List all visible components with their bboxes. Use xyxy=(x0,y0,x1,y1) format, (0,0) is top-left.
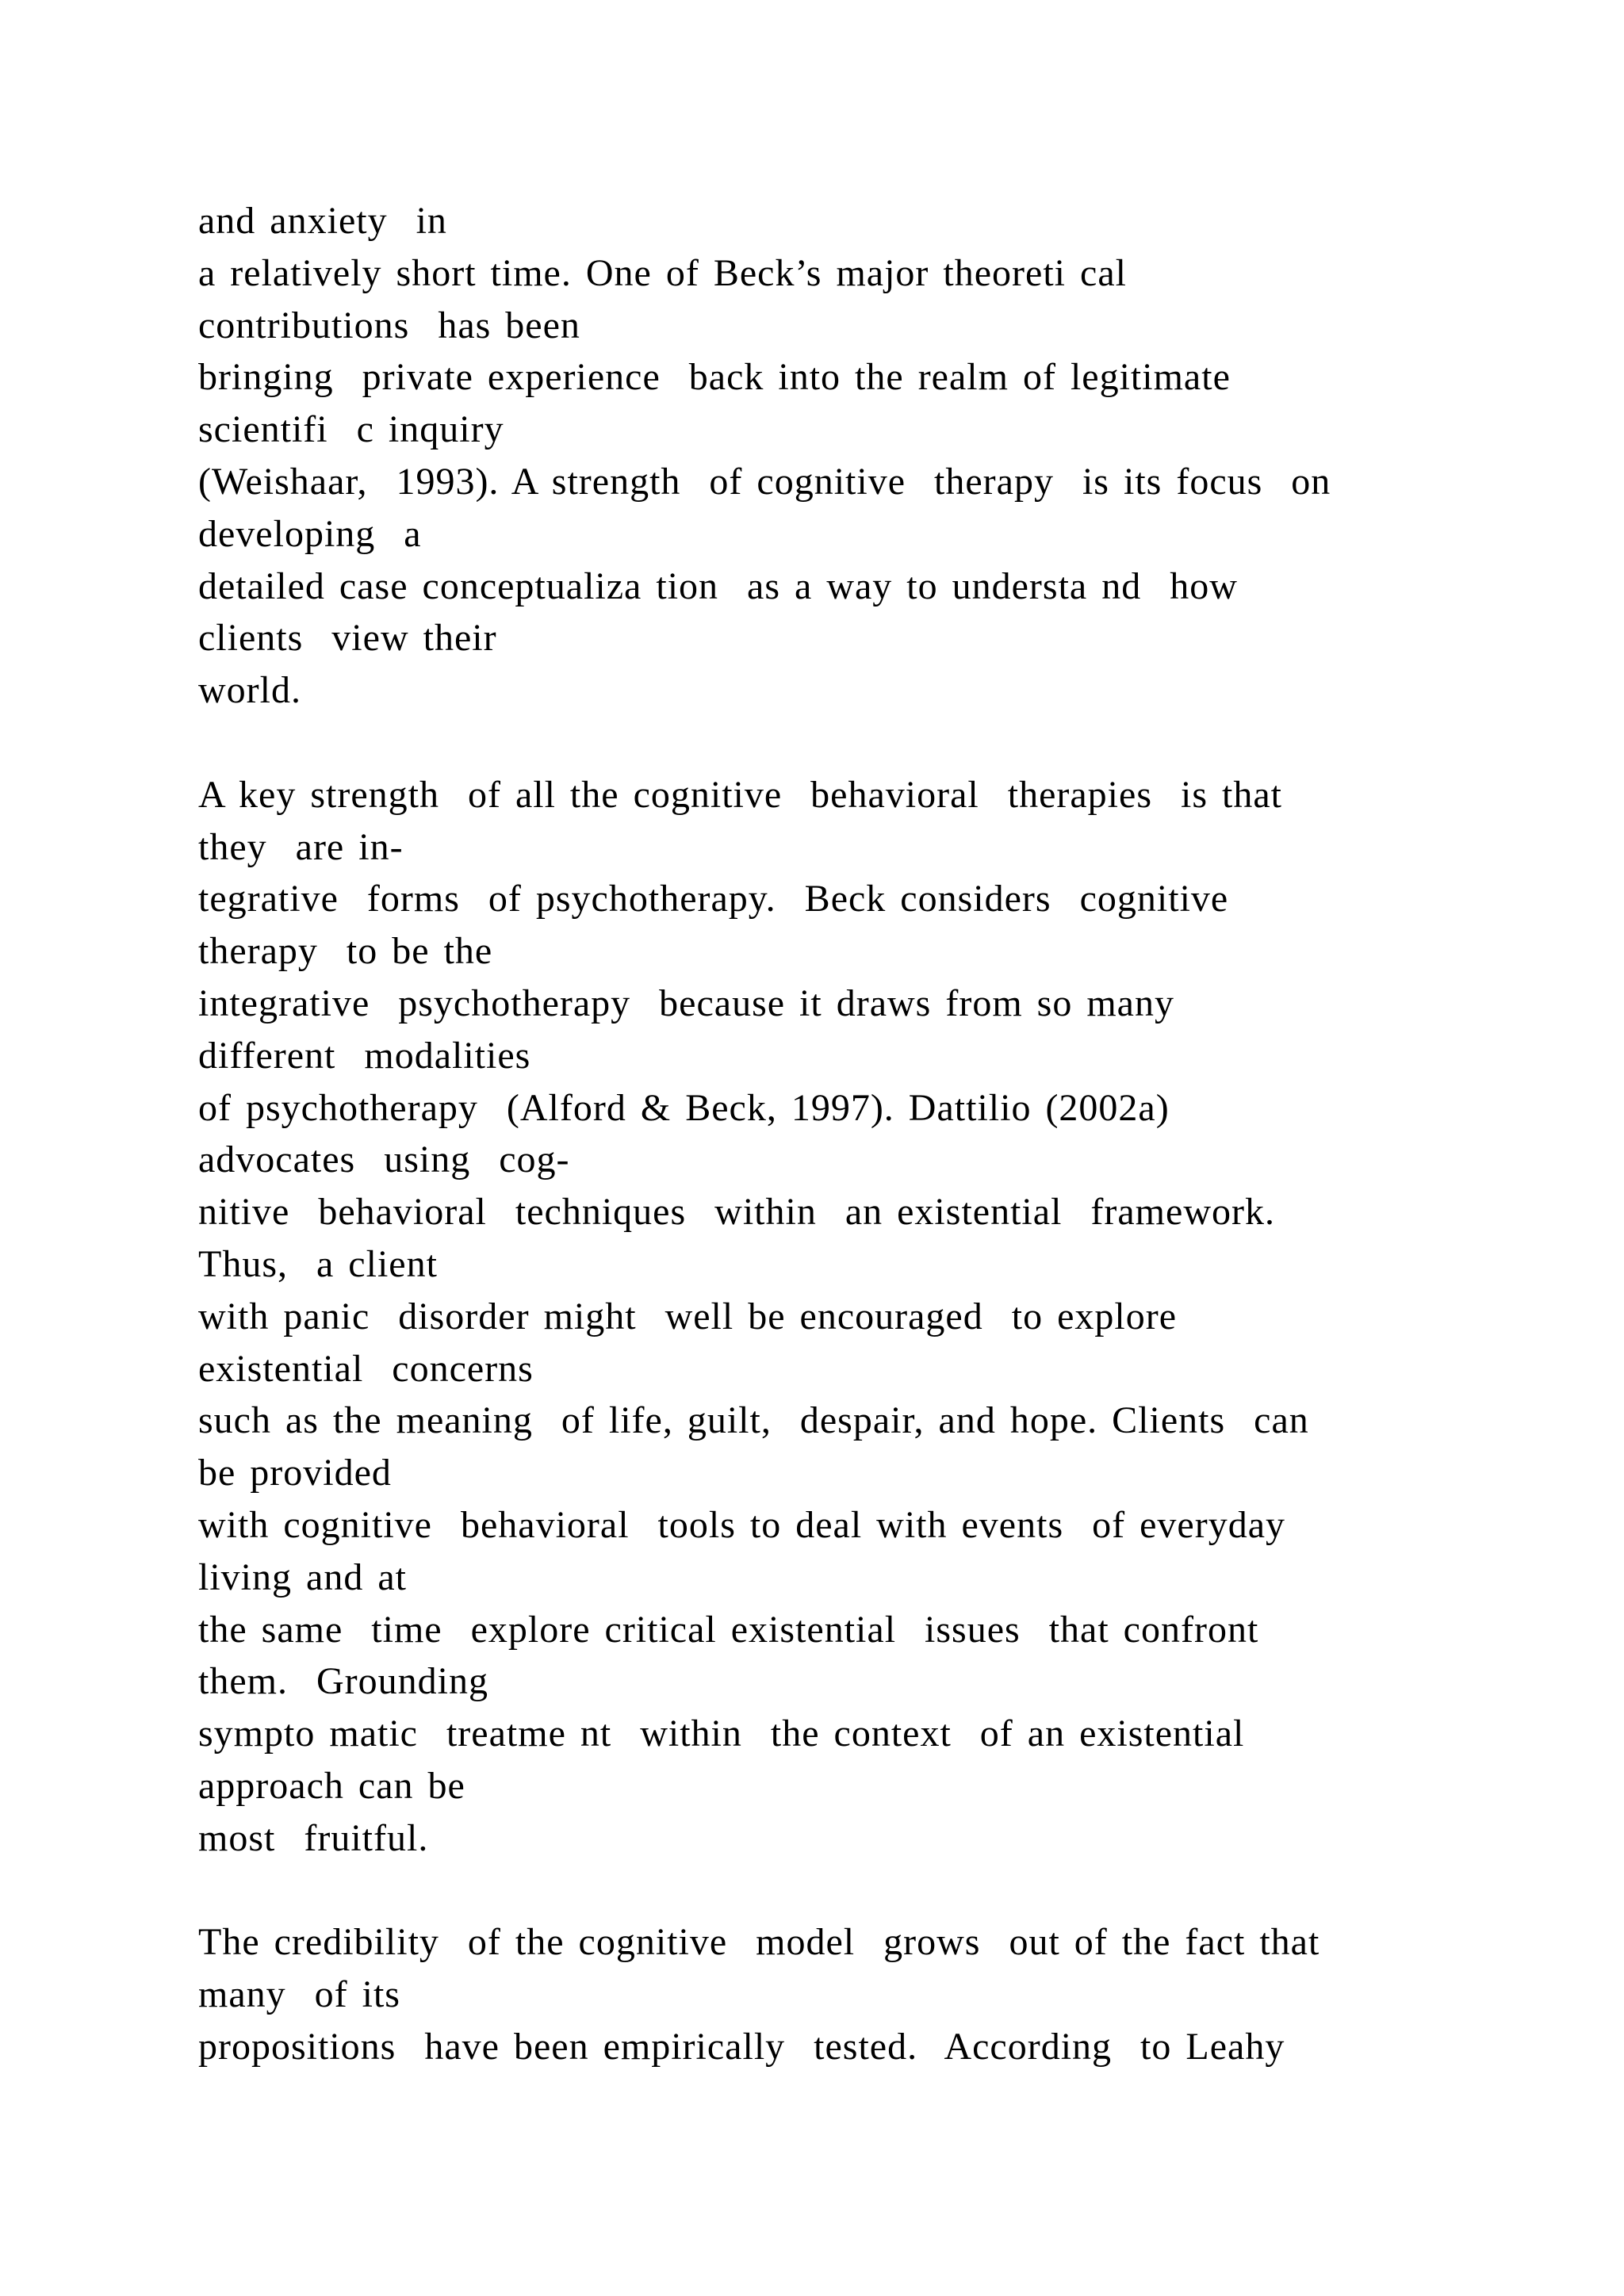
text-line: and anxiety in xyxy=(198,200,447,242)
text-line: contributions has been xyxy=(198,304,580,346)
text-line: world. xyxy=(198,669,301,712)
paragraph-2 xyxy=(198,769,1483,1865)
text-line: the same time explore critical existential issues that confront xyxy=(198,1608,1259,1651)
text-line: clients view their xyxy=(198,617,497,660)
body-text xyxy=(198,195,1483,2073)
text-line: approach can be xyxy=(198,1764,465,1807)
text-line: them. Grounding xyxy=(198,1660,488,1703)
text-line: such as the meaning of life, guilt, despair, and hope. Clients can xyxy=(198,1399,1309,1442)
paragraph-1 xyxy=(198,195,1483,717)
text-line: A key strength of all the cognitive behavioral therapies is that xyxy=(198,773,1282,816)
text-line: therapy to be the xyxy=(198,930,493,973)
text-line: living and at xyxy=(198,1556,407,1598)
text-line: (Weishaar, 1993). A strength of cognitive therapy is its focus on xyxy=(198,460,1331,503)
text-line: of psychotherapy (Alford & Beck, 1997). Dattilio (2002a) xyxy=(198,1086,1170,1129)
text-line: different modalities xyxy=(198,1034,531,1077)
paragraph-spacer xyxy=(198,1865,1483,1917)
text-line: Thus, a client xyxy=(198,1242,438,1285)
text-line: sympto matic treatme nt within the context of an existential xyxy=(198,1712,1245,1755)
text-line: tegrative forms of psychotherapy. Beck considers cognitive xyxy=(198,878,1229,920)
text-line: be provided xyxy=(198,1452,392,1494)
text-line: most fruitful. xyxy=(198,1816,429,1859)
text-line: bringing private experience back into the realm of legitimate xyxy=(198,356,1231,399)
text-line: many of its xyxy=(198,1973,400,2016)
text-line: existential concerns xyxy=(198,1347,534,1390)
text-line: detailed case conceptualiza tion as a way to understa nd how xyxy=(198,564,1238,607)
text-line: developing a xyxy=(198,512,422,555)
text-line: advocates using cog- xyxy=(198,1138,570,1181)
text-line: integrative psychotherapy because it draws from so many xyxy=(198,982,1174,1024)
text-line: propositions have been empirically tested. According to Leahy xyxy=(198,2025,1285,2068)
text-line: a relatively short time. One of Beck’s major theoreti cal xyxy=(198,251,1127,294)
text-line: scientifi c inquiry xyxy=(198,408,504,451)
text-line: The credibility of the cognitive model grows out of the fact that xyxy=(198,1921,1320,1964)
text-line: with cognitive behavioral tools to deal with events of everyday xyxy=(198,1503,1285,1546)
paragraph-spacer xyxy=(198,717,1483,769)
text-line: they are in- xyxy=(198,825,404,868)
text-line: nitive behavioral techniques within an existential framework. xyxy=(198,1191,1275,1234)
paragraph-3 xyxy=(198,1916,1483,2072)
text-line: with panic disorder might well be encouraged to explore xyxy=(198,1295,1177,1337)
